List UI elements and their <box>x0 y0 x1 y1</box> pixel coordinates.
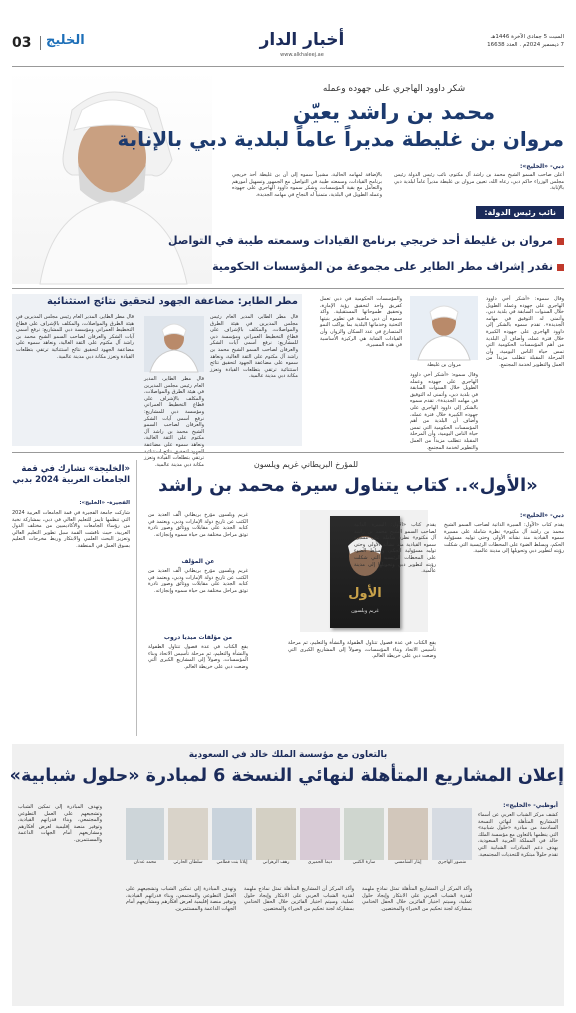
bottom-body-mid-3: وتهدف المبادرة إلى تمكين الشباب وتشجيعهم على العمل التطوعي والمجتمعي، وبناء قدراتهم القيادية، وتوفير منصة إقليمية لعرض أفكارهم ومشاريعهم أمام الجهات الداعمة والمستثمرين. <box>126 886 236 912</box>
lead-headline-line2: مروان بن غليطة مديراً عاماً لبلدية دبي بالإنابة <box>117 127 564 151</box>
body-col-mid: والمؤسسات الحكومية في دبي تعمل كفريق واحد لتحقيق رؤية الإمارة، وتحقيق طموحاتها المستقبلية. وأكد سموه أن دبي ماضية في تطوير بنيتها التحتية وخدماتها البلدية بما يواكب النمو المتسارع في عدد السكان والزوار، وأن القيادات الشابة هي الركيزة الأساسية في هذه المسيرة. <box>320 296 402 349</box>
lead-intro: أعلن صاحب السمو الشيخ محمد بن راشد آل مكتوم، نائب رئيس الدولة رئيس مجلس الوزراء حاكم دبي، رعاه الله، تعيين مروان بن غليطة مديراً عاماً لبلدية دبي بالإنابة. <box>394 172 564 192</box>
participants-row <box>126 808 472 880</box>
book-dateline: دبي- «الخليج»: <box>520 512 564 519</box>
matar-body-right: قال مطر الطاير، المدير العام رئيس مجلس المديرين في هيئة الطرق والمواصلات، والمكلف بالإشراف على قطاع التخطيط العمراني ومؤسسة دبي للمشاريع: نرفع أسمى آيات الشكر والعرفان لصاحب السمو الشيخ محمد بن راشد آل مكتوم على الثقة الغالية، ونعاهد سموه على مضاعفة الجهود لتحقيق نتائج استثنائية ترتقي بتطلعات القيادة وتعزز مكانة دبي مدينة عالمية. <box>210 314 298 380</box>
participant-card <box>256 808 296 880</box>
sidebar-headline: «الخليجة» تشارك في قمة الجامعات العربية 2024 بدبي <box>12 464 130 485</box>
matar-photo <box>144 316 204 372</box>
masthead-rule <box>12 66 564 67</box>
masthead <box>12 30 564 62</box>
book-sub-publisher: من مؤلفات ميديا دروب <box>163 634 233 641</box>
book-body-col3: غريم ويلسون مؤرخ بريطاني ألّف العديد من الكتب عن تاريخ دولة الإمارات ودبي، ويعتمد في كتابه الجديد على مقابلات ووثائق وصور نادرة توثق مراحل مختلفة من حياة سموه وإنجازاته. <box>148 512 248 538</box>
bottom-body-mid-1: وأكد المركز أن المشاريع المتأهلة تمثل نماذج ملهمة لقدرة الشباب العربي على الابتكار وإيجاد حلول عملية، وسيتم اختيار الفائزين خلال الحفل الختامي بمشاركة لجنة تحكيم من الخبراء والمختصين. <box>362 886 472 912</box>
participant-name: منصور الهاجري <box>437 860 467 865</box>
publication-logo: الخليج <box>46 33 85 48</box>
vp-point-1: مروان بن غليطة أحد خريجي برنامج القيادات وسمعته طيبة في التواصل <box>212 234 564 247</box>
lead-dateline: دبي- «الخليج»: <box>520 163 564 170</box>
book-body-col3b: غريم ويلسون مؤرخ بريطاني ألّف العديد من الكتب عن تاريخ دولة الإمارات ودبي، ويعتمد في كتابه الجديد على مقابلات ووثائق وصور نادرة توثق مراحل مختلفة من حياة سموه وإنجازاته. <box>148 568 248 594</box>
bottom-body-mid-2: وأكد المركز أن المشاريع المتأهلة تمثل نماذج ملهمة لقدرة الشباب العربي على الابتكار وإيجاد حلول عملية، وسيتم اختيار الفائزين خلال الحفل الختامي بمشاركة لجنة تحكيم من الخبراء والمختصين. <box>244 886 354 912</box>
participant-card <box>388 808 428 880</box>
website-url[interactable]: www.alkhaleej.ae <box>280 52 324 58</box>
sidebar-body: شاركت جامعة الفجيرة في قمة الجامعات العربية 2024 التي تنظمها تايمز للتعليم العالي في دبي، بمشاركة نخبة من رؤساء الجامعات والأكاديميين من مختلف الدول العربية، حيث ناقشت القمة سبل تطوير التعليم العالي وتعزيز البحث العلمي والابتكار وربط مخرجات التعليم بسوق العمل في المنطقة. <box>12 510 130 549</box>
leader-photo <box>12 70 212 284</box>
sidebar-dateline: الفجيرة- «الخليج»: <box>79 500 130 506</box>
participant-name: ديما الحميري <box>307 860 333 865</box>
section-rule <box>12 452 564 453</box>
date-gregorian: 7 ديسمبر 2024م . العدد 16638 <box>487 42 564 48</box>
body-col-right-2: وقال سموه: «أشكر أخي داوود الهاجري على جهوده وعمله الطويل خلال السنوات السابقة في بلدية دبي، وأتمنى له التوفيق في مهامه الجديدة». تقدم سموه بالشكر إلى داوود الهاجري على جهوده الكبيرة خلال فترة عمله، وأضاف أن البلدية من أهم المؤسسات الحكومية التي تمس حياة الناس اليومية، وأن المرحلة المقبلة تتطلب مزيداً من العمل والتطوير لخدمة المجتمع. <box>410 372 478 451</box>
lead-intro-continued: بالإضافة لمهامه الحالية، مشيراً سموه إلى أن بن غليطة أحد خريجي برنامج القيادات، وسمعته طيبة في التواصل مع الجمهور وتسهيل أمورهم والتعامل مع بقية المؤسسات، وشكر سموه داوود الهاجري على جهوده وعمله الطويل في البلدية، متمنياً له النجاح في مهامه الجديدة. <box>232 172 382 198</box>
participant-card <box>344 808 384 880</box>
ghalita-caption: مروان بن غليطة <box>427 362 461 368</box>
participant-card <box>168 808 208 880</box>
person-portrait-icon <box>410 296 478 360</box>
book-body-lower-right: يقع الكتاب في عدة فصول تتناول الطفولة والنشأة والتعليم، ثم مرحلة تأسيس الاتحاد وبناء المؤسسات، وصولاً إلى المشاريع الكبرى التي وضعت دبي على خريطة العالم. <box>288 640 436 660</box>
participant-card <box>126 808 164 880</box>
book-cover-title: الأول <box>348 586 382 601</box>
lead-headline-line1: محمد بن راشد يعيّن <box>292 100 496 124</box>
body-col-right: وقال سموه: «أشكر أخي داوود الهاجري على جهوده وعمله الطويل خلال السنوات السابقة في بلدية دبي، وأتمنى له التوفيق في مهامه الجديدة». تقدم سموه بالشكر إلى داوود الهاجري على جهوده الكبيرة خلال فترة عمله، وأضاف أن البلدية من أهم المؤسسات الحكومية التي تمس حياة الناس اليومية، وأن المرحلة المقبلة تتطلب مزيداً من العمل والتطوير لخدمة المجتمع. <box>486 296 564 368</box>
participant-name: رهف الزهراني <box>262 860 290 865</box>
book-cover-author: غريم ويلسون <box>351 608 379 614</box>
bottom-kicker: بالتعاون مع مؤسسة الملك خالد في السعودية <box>188 750 388 760</box>
bottom-dateline: أبوظبي- «الخليج»: <box>503 802 558 809</box>
participant-name: سارة الكتبي <box>352 860 376 865</box>
book-headline: «الأول».. كتاب يتناول سيرة محمد بن راشد <box>158 475 538 496</box>
book-sub-author: عن المؤلف <box>181 558 215 565</box>
section-rule <box>12 288 564 289</box>
participant-card <box>300 808 340 880</box>
bottom-body-left: وتهدف المبادرة إلى تمكين الشباب وتشجيعهم على العمل التطوعي والمجتمعي، وبناء قدراتهم القيادية، وتوفير منصة إقليمية لعرض أفكارهم ومشاريعهم أمام الجهات الداعمة والمستثمرين. <box>18 804 102 843</box>
logo-divider <box>40 36 41 50</box>
bullet-marker-icon <box>557 238 564 245</box>
book-kicker: للمؤرخ البريطاني غريم ويلسون <box>253 460 359 469</box>
leader-portrait-illustration <box>12 70 212 284</box>
book-body-col2: يقدم كتاب «الأول: السيرة الذاتية لصاحب السمو الشيخ محمد بن راشد آل مكتوم» نظرة شاملة على مسيرة سموه القيادية منذ نشأته الأولى وحتى توليه مسؤولية الحكم، ويسلط الضوء على المحطات الرئيسية التي شكلت رؤيته لتطوير دبي وتحويلها إلى مدينة عالمية. <box>354 522 436 575</box>
date-hijri: السبت 5 جمادى الآخرة 1446هـ <box>490 34 564 40</box>
vp-highlight-box <box>168 206 564 284</box>
ghalita-photo <box>410 296 478 360</box>
vp-label: نائب رئيس الدولة: <box>476 206 564 219</box>
sidebar-divider <box>136 460 137 736</box>
participant-name: إيلانا بنت قطامي <box>216 860 248 865</box>
participant-name: محمد عدنان <box>133 860 157 865</box>
participant-card <box>432 808 472 880</box>
matar-box <box>12 294 302 468</box>
person-portrait-icon <box>144 316 204 372</box>
participant-name: إيثار الشامسي <box>394 860 422 865</box>
page-number: 03 <box>12 35 32 51</box>
matar-headline: مطر الطاير: مضاعفة الجهود لتحقيق نتائج استثنائية <box>46 296 298 307</box>
matar-body-left: قال مطر الطاير، المدير العام رئيس مجلس المديرين في هيئة الطرق والمواصلات، والمكلف بالإشراف على قطاع التخطيط العمراني ومؤسسة دبي للمشاريع: نرفع أسمى آيات الشكر والعرفان لصاحب السمو الشيخ محمد بن راشد آل مكتوم على الثقة الغالية، ونعاهد سموه على مضاعفة الجهود لتحقيق نتائج استثنائية ترتقي بتطلعات القيادة وتعزز مكانة دبي مدينة عالمية. <box>16 314 134 360</box>
bullet-marker-icon <box>557 264 564 271</box>
bottom-body-right: كشف مركز الشباب العربي عن أسماء المشاريع المتأهلة لنهائي النسخة السادسة من مبادرة «حلول شبابية» التي ينظمها بالتعاون مع مؤسسة الملك خالد في المملكة العربية السعودية، بهدف دعم المبادرات الشبابية التي تقدم حلولاً مبتكرة للتحديات المجتمعية. <box>478 812 558 858</box>
matar-body-mid: قال مطر الطاير، المدير العام رئيس مجلس المديرين في هيئة الطرق والمواصلات، والمكلف بالإشراف على قطاع التخطيط العمراني ومؤسسة دبي للمشاريع: نرفع أسمى آيات الشكر والعرفان لصاحب السمو الشيخ محمد بن راشد آل مكتوم على الثقة الغالية، ونعاهد سموه على مضاعفة ترتقي بتطلعات القيادة وتعزز مكانة دبي مدينة عالمية. <box>144 376 204 468</box>
book-body-col3c: يقع الكتاب في عدة فصول تتناول الطفولة والنشأة والتعليم، ثم مرحلة تأسيس الاتحاد وبناء المؤسسات، وصولاً إلى المشاريع الكبرى التي وضعت دبي على خريطة العالم. <box>148 644 248 670</box>
participant-name: سلطان الحارثي <box>173 860 203 865</box>
bottom-headline: إعلان المشاريع المتأهلة لنهائي النسخة 6 لمبادرة «حلول شبابية» <box>9 766 564 786</box>
book-body-col1: يقدم كتاب «الأول: السيرة الذاتية لصاحب السمو الشيخ محمد بن راشد آل مكتوم» نظرة شاملة على مسيرة سموه القيادية منذ نشأته الأولى وحتى توليه مسؤولية الحكم، ويسلط الضوء على المحطات الرئيسية التي شكلت رؤيته لتطوير دبي وتحويلها إلى مدينة عالمية. <box>444 522 564 555</box>
vp-point-2: نقدر إشراف مطر الطاير على مجموعة من المؤسسات الحكومية <box>212 260 564 273</box>
participant-card <box>212 808 252 880</box>
section-name: أخبار الدار <box>259 30 345 50</box>
lead-kicker: شكر داوود الهاجري على جهوده وعمله <box>322 84 466 94</box>
